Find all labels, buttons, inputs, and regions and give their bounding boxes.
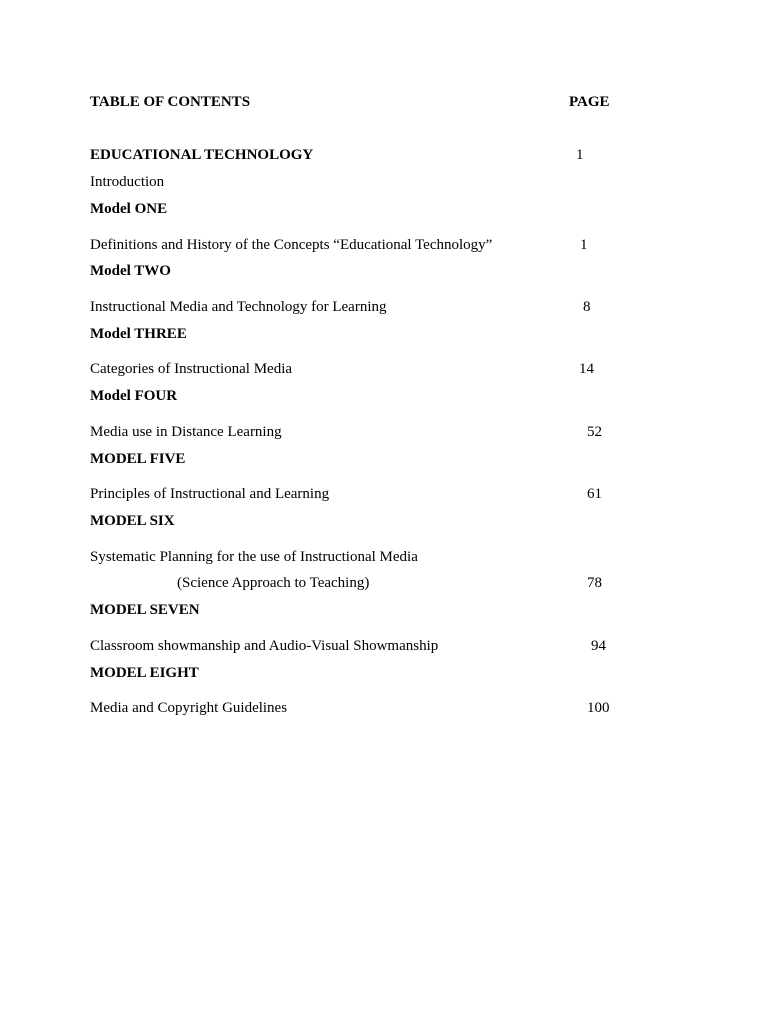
toc-entry-model-eight: Media and Copyright Guidelines [90,700,288,716]
toc-page-number: 94 [591,638,606,654]
toc-section-educational-technology: EDUCATIONAL TECHNOLOGY [90,147,314,163]
toc-entry-model-six: Systematic Planning for the use of Instructional Media [90,549,418,565]
toc-heading-model-seven: MODEL SEVEN [90,602,200,618]
toc-entry-model-three: Categories of Instructional Media [90,361,293,377]
toc-page-number: 78 [587,575,602,591]
toc-heading-model-four: Model FOUR [90,388,178,404]
toc-page-number: 52 [587,424,602,440]
toc-entry-model-four: Media use in Distance Learning [90,424,282,440]
toc-entry-model-two: Instructional Media and Technology for Learning [90,299,387,315]
toc-entry-introduction: Introduction [90,174,165,190]
toc-heading-model-five: MODEL FIVE [90,451,186,467]
toc-heading-model-three: Model THREE [90,326,187,342]
toc-page-number: 8 [583,299,591,315]
toc-page-number: 14 [579,361,594,377]
toc-page-number: 1 [576,147,584,163]
toc-heading-model-six: MODEL SIX [90,513,175,529]
toc-heading-model-two: Model TWO [90,263,171,279]
toc-entry-model-one: Definitions and History of the Concepts “Educational Technology” [90,237,493,253]
toc-heading-model-eight: MODEL EIGHT [90,665,199,681]
toc-title: TABLE OF CONTENTS [90,94,251,110]
toc-heading-model-one: Model ONE [90,201,168,217]
toc-page-number: 100 [587,700,610,716]
toc-entry-model-six-continuation: (Science Approach to Teaching) [177,575,370,591]
page-column-label: PAGE [569,94,610,110]
toc-page-number: 1 [580,237,588,253]
toc-page-number: 61 [587,486,602,502]
toc-entry-model-five: Principles of Instructional and Learning [90,486,330,502]
toc-entry-model-seven: Classroom showmanship and Audio-Visual Showmanship [90,638,439,654]
